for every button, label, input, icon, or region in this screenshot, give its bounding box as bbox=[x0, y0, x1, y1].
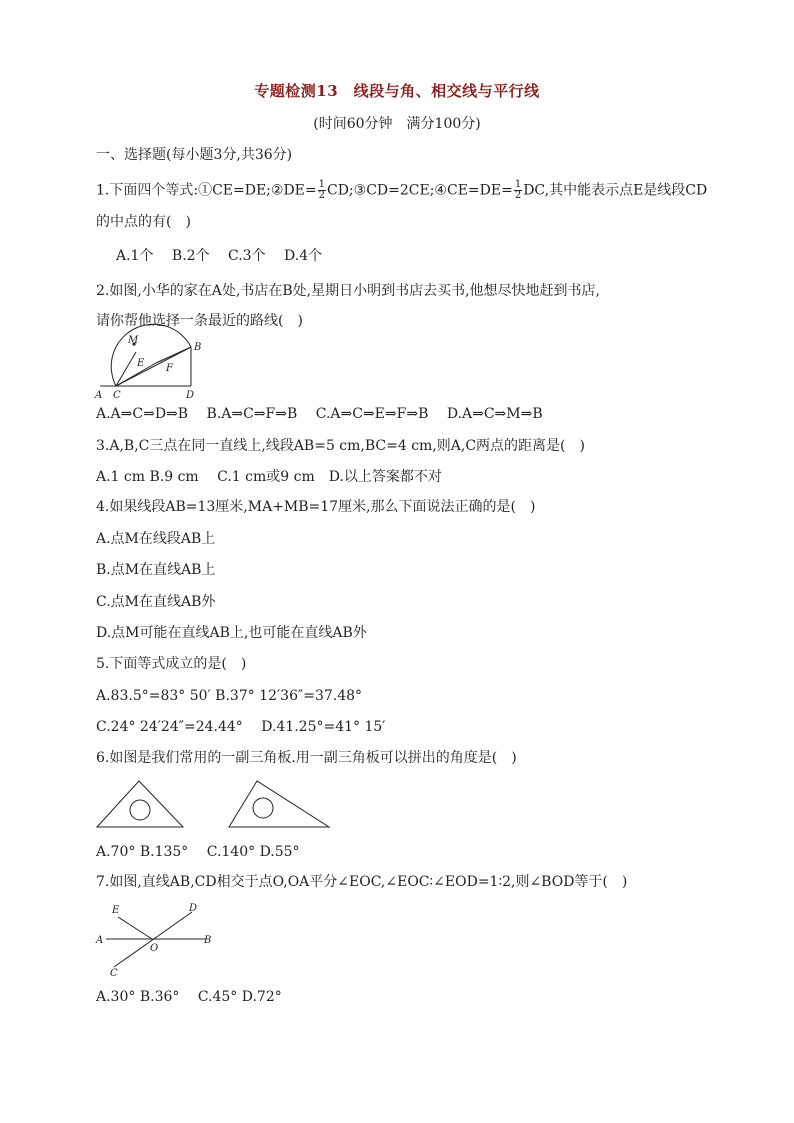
question-7-stem: 7.如图,直线AB,CD相交于点O,OA平分∠EOC,∠EOC∶∠EOD=1∶2,则∠BOD等于( ) bbox=[96, 874, 628, 890]
fraction-half: $\frac{1}{2}$ bbox=[514, 179, 522, 201]
question-5-options-line2: C.24° 24′24″=24.44° D.41.25°=41° 15′ bbox=[96, 719, 386, 735]
label-F: F bbox=[166, 363, 173, 374]
question-4-option-b: B.点M在直线AB上 bbox=[96, 562, 216, 578]
question-1-stem-line2: 的中点的有( ) bbox=[96, 214, 191, 230]
label-E: E bbox=[137, 358, 145, 369]
question-1-options: A.1个 B.2个 C.3个 D.4个 bbox=[116, 248, 323, 264]
isosceles-set-square bbox=[97, 781, 183, 827]
label-B: B bbox=[194, 342, 202, 353]
question-4-option-c: C.点M在直线AB外 bbox=[96, 594, 216, 610]
question-3-options: A.1 cm B.9 cm C.1 cm或9 cm D.以上答案都不对 bbox=[96, 469, 442, 485]
label-D: D bbox=[189, 903, 198, 914]
fraction-half: $\frac{1}{2}$ bbox=[318, 179, 325, 201]
label-O: O bbox=[150, 943, 159, 954]
question-5-options-line1: A.83.5°=83° 50′ B.37° 12′36″=37.48° bbox=[96, 688, 363, 704]
question-4-option-d: D.点M可能在直线AB上,也可能在直线AB外 bbox=[96, 625, 367, 641]
intersecting-lines-figure bbox=[94, 900, 218, 980]
route-figure bbox=[94, 336, 204, 400]
section-heading: 一、选择题(每小题3分,共36分) bbox=[96, 147, 293, 163]
question-1-stem: 1.下面四个等式:①CE=DE;②DE= $\frac{1}{2}$ CD;③CD=2CE;④CE=DE= $\frac{1}{2}$ DC,其中能表示点E是线段CD bbox=[96, 179, 708, 201]
question-2-stem-line2: 请你帮他选择一条最近的路线( ) bbox=[96, 313, 303, 329]
question-5-stem: 5.下面等式成立的是( ) bbox=[96, 656, 247, 672]
question-2-options: A.A⇒C⇒D⇒B B.A⇒C⇒F⇒B C.A⇒C⇒E⇒F⇒B D.A⇒C⇒M⇒B bbox=[96, 406, 543, 422]
question-2-stem: 2.如图,小华的家在A处,书店在B处,星期日小明到书店去买书,他想尽快地赶到书店, bbox=[96, 283, 601, 299]
label-D: D bbox=[186, 390, 195, 401]
label-E: E bbox=[112, 905, 120, 916]
label-M: M bbox=[128, 335, 139, 346]
triangle-ruler-figure bbox=[94, 778, 334, 832]
label-C: C bbox=[113, 390, 121, 401]
label-A: A bbox=[96, 935, 104, 946]
question-6-stem: 6.如图是我们常用的一副三角板.用一副三角板可以拼出的角度是( ) bbox=[96, 750, 517, 766]
page-subtitle: (时间60分钟 满分100分) bbox=[313, 116, 481, 132]
label-B: B bbox=[204, 935, 212, 946]
question-7-options: A.30° B.36° C.45° D.72° bbox=[96, 989, 282, 1005]
question-4-option-a: A.点M在线段AB上 bbox=[96, 531, 216, 547]
right-angle-set-square bbox=[229, 781, 329, 827]
label-C: C bbox=[110, 968, 118, 979]
label-A: A bbox=[95, 390, 103, 401]
question-6-options: A.70° B.135° C.140° D.55° bbox=[96, 844, 300, 860]
page-title: 专题检测13 线段与角、相交线与平行线 bbox=[254, 82, 540, 100]
question-3-stem: 3.A,B,C三点在同一直线上,线段AB=5 cm,BC=4 cm,则A,C两点的距离是( ) bbox=[96, 438, 585, 454]
question-4-stem: 4.如果线段AB=13厘米,MA+MB=17厘米,那么下面说法正确的是( ) bbox=[96, 499, 536, 515]
